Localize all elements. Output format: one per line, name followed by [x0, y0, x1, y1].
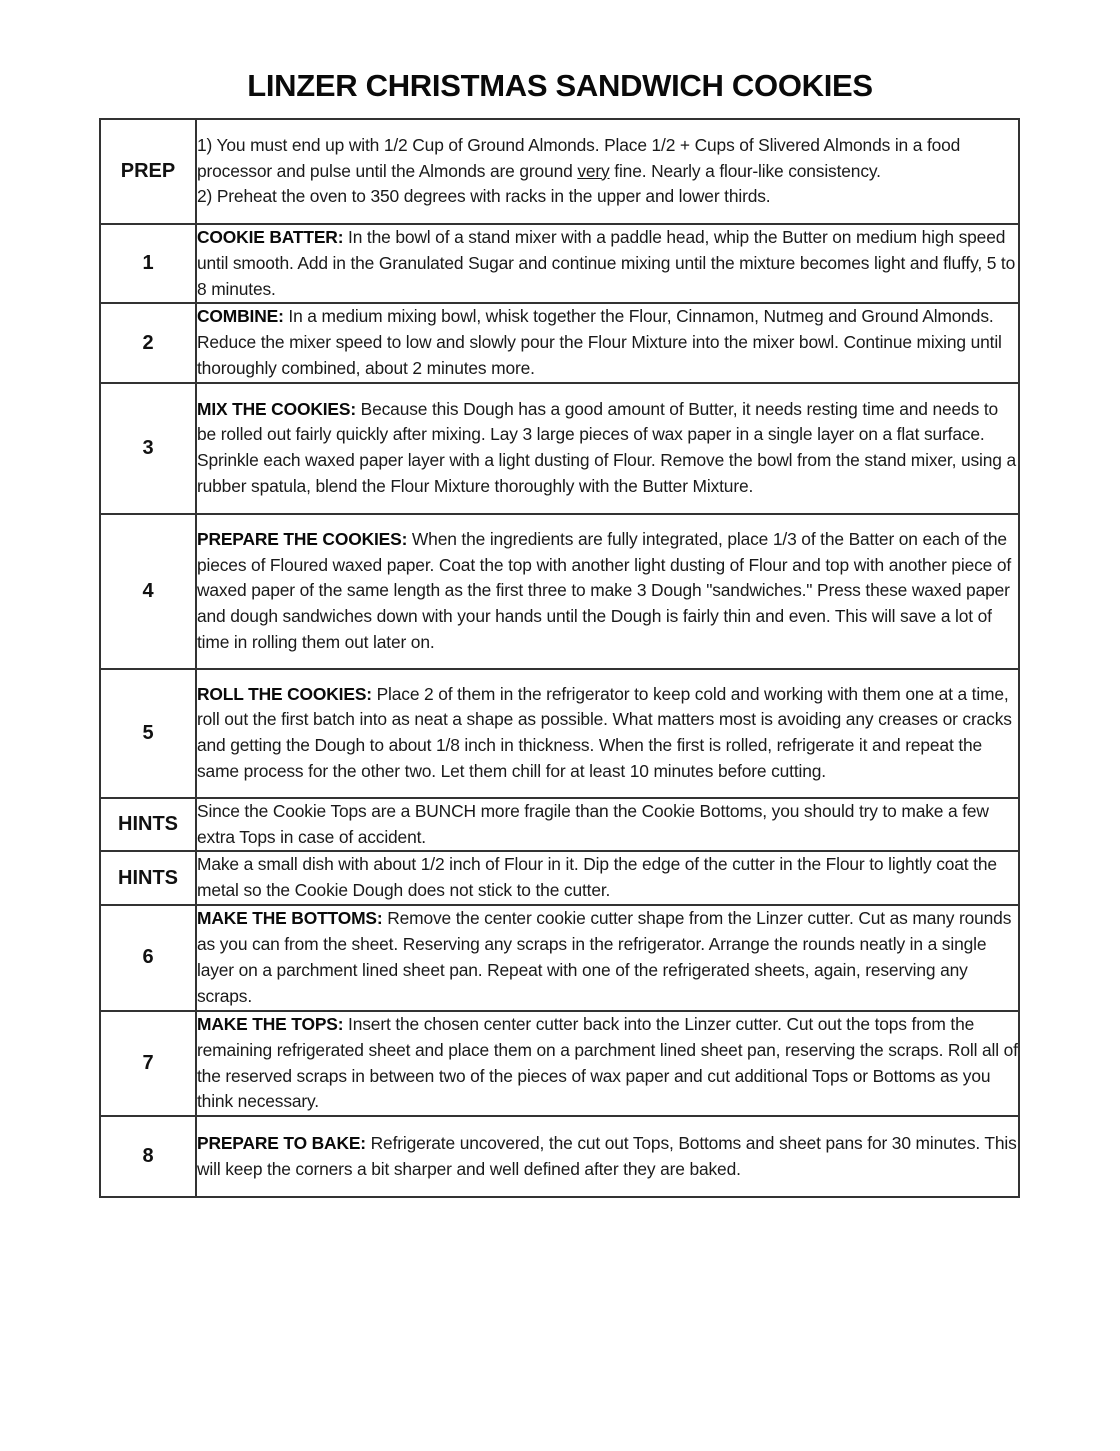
table-row-step-7: [100, 1011, 1019, 1116]
prep-step-1-underlined: very: [577, 160, 610, 181]
row-label: 2: [100, 303, 196, 382]
table-row-step-1: [100, 224, 1019, 303]
row-label: 3: [100, 383, 196, 514]
row-text: [196, 514, 1019, 669]
table-row-step-6: [100, 905, 1019, 1011]
row-body: When the ingredients are fully integrated, place 1/3 of the Batter on each of the pieces of Floured waxed paper. Coat the top with another light dusting of Flour and top with another piece of waxed paper of the same length as the first three to make 3 Dough "sandwiches." Press these waxed paper and dough sandwiches down with your hands until the Dough is fairly thin and even. This will save a lot of time in rolling them out later on.: [197, 528, 1012, 652]
row-heading: MAKE THE BOTTOMS:: [197, 908, 383, 929]
row-heading: ROLL THE COOKIES:: [197, 683, 372, 704]
row-heading: COMBINE:: [197, 306, 284, 327]
table-row-hints: [100, 851, 1019, 905]
prep-step-1-text-end: fine. Nearly a flour-like consistency.: [609, 160, 881, 181]
row-body: Because this Dough has a good amount of Butter, it needs resting time and needs to be rolled out fairly quickly after mixing. Lay 3 large pieces of wax paper in a single layer on a flat surface. Sprinkle each waxed paper layer with a light dusting of Flour. Remove the bowl from the stand mixer, using a rubber spatula, blend the Flour Mixture thoroughly with the Butter Mixture.: [197, 398, 1016, 497]
row-text: [196, 798, 1019, 852]
row-label: 7: [100, 1011, 196, 1116]
row-label: PREP: [100, 119, 196, 224]
row-heading: PREPARE THE COOKIES:: [197, 528, 408, 549]
row-text: [196, 224, 1019, 303]
row-body: Since the Cookie Tops are a BUNCH more fragile than the Cookie Bottoms, you should try to make a few extra Tops in case of accident.: [197, 800, 989, 847]
row-body: Refrigerate uncovered, the cut out Tops, Bottoms and sheet pans for 30 minutes. This will keep the corners a bit sharper and well defined after they are baked.: [197, 1132, 1017, 1179]
table-row-prep: [100, 119, 1019, 224]
row-body: Make a small dish with about 1/2 inch of Flour in it. Dip the edge of the cutter in the Flour to lightly coat the metal so the Cookie Dough does not stick to the cutter.: [197, 854, 997, 901]
row-text: [196, 669, 1019, 798]
row-label: HINTS: [100, 798, 196, 852]
row-label: 5: [100, 669, 196, 798]
table-row-step-5: [100, 669, 1019, 798]
row-label: 1: [100, 224, 196, 303]
row-label: 4: [100, 514, 196, 669]
table-row-step-2: [100, 303, 1019, 382]
row-label: 6: [100, 905, 196, 1011]
row-heading: PREPARE TO BAKE:: [197, 1132, 366, 1153]
row-body: Place 2 of them in the refrigerator to keep cold and working with them one at a time, roll out the first batch into as neat a shape as possible. What matters most is avoiding any creases or cracks and getting the Dough to about 1/8 inch in thickness. When the first is rolled, refrigerate it and repeat the same process for the other two. Let them chill for at least 10 minutes before cutting.: [197, 683, 1012, 782]
row-label: 8: [100, 1116, 196, 1197]
table-row-step-8: [100, 1116, 1019, 1197]
row-body: In the bowl of a stand mixer with a paddle head, whip the Butter on medium high speed until smooth. Add in the Granulated Sugar and continue mixing until the mixture becomes light and fluffy, 5 to 8 minutes.: [197, 227, 1016, 299]
prep-step-1: [197, 133, 1018, 185]
row-text: [196, 851, 1019, 905]
row-body: Remove the center cookie cutter shape from the Linzer cutter. Cut as many rounds as you can from the sheet. Reserving any scraps in the refrigerator. Arrange the rounds neatly in a single layer on a parchment lined sheet pan. Repeat with one of the refrigerated sheets, again, reserving any scraps.: [197, 908, 1012, 1006]
table-row-step-3: [100, 383, 1019, 514]
row-text: [196, 383, 1019, 514]
page-title: LINZER CHRISTMAS SANDWICH COOKIES: [247, 68, 873, 103]
recipe-steps-table: [99, 118, 1020, 1198]
row-text: [196, 1116, 1019, 1197]
row-text: [196, 119, 1019, 224]
row-label: HINTS: [100, 851, 196, 905]
row-heading: MIX THE COOKIES:: [197, 398, 356, 419]
row-heading: MAKE THE TOPS:: [197, 1013, 344, 1034]
table-row-hints: [100, 798, 1019, 852]
row-body: In a medium mixing bowl, whisk together the Flour, Cinnamon, Nutmeg and Ground Almonds. Reduce the mixer speed to low and slowly pour the Flour Mixture into the mixer bowl. Continue mixing until thoroughly combined, about 2 minutes more.: [197, 306, 1002, 378]
prep-step-1-text: 1) You must end up with 1/2 Cup of Ground Almonds. Place 1/2 + Cups of Slivered Almonds in a food processor and pulse until the Almonds are ground: [197, 134, 961, 181]
row-heading: COOKIE BATTER:: [197, 227, 344, 247]
row-text: [196, 303, 1019, 382]
prep-step-2: 2) Preheat the oven to 350 degrees with racks in the upper and lower thirds.: [197, 186, 771, 207]
row-text: [196, 905, 1019, 1011]
row-body: Insert the chosen center cutter back into the Linzer cutter. Cut out the tops from the remaining refrigerated sheet and place them on a parchment lined sheet pan, reserving the scraps. Roll all of the reserved scraps in between two of the pieces of wax paper and cut additional Tops or Bottoms as you think necessary.: [197, 1013, 1018, 1112]
table-row-step-4: [100, 514, 1019, 669]
row-text: [196, 1011, 1019, 1116]
